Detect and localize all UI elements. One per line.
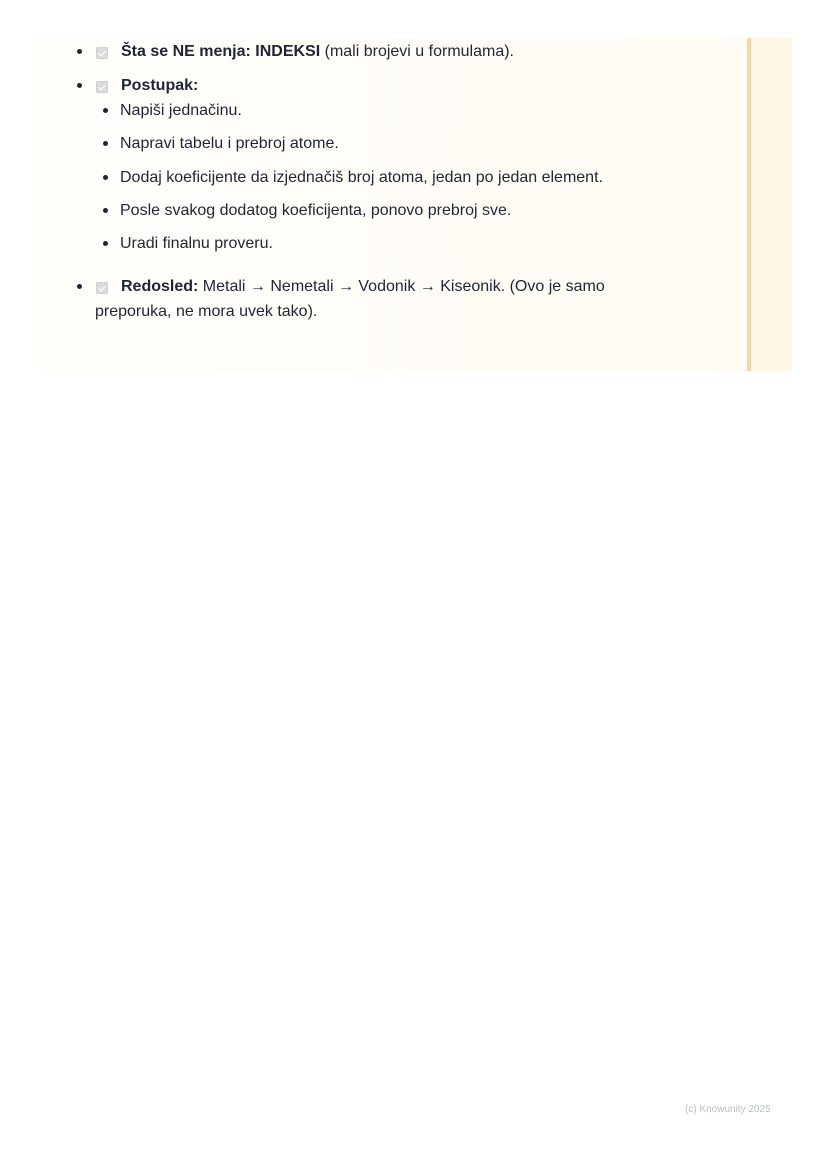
- item-text: Metali → Nemetali → Vodonik → Kiseonik. (Ovo je samo: [198, 278, 605, 295]
- item-label: Šta se NE menja: INDEKSI: [121, 43, 321, 60]
- item-label: Postupak:: [121, 77, 199, 94]
- step-item: Posle svakog dodatog koeficijenta, ponovo prebroj sve.: [120, 202, 512, 219]
- card-side-panel: [751, 38, 792, 371]
- item-label: Redosled:: [121, 278, 199, 295]
- bullet-icon: [77, 83, 82, 88]
- bullet-icon: [103, 141, 108, 146]
- item-text: (mali brojevi u formulama).: [320, 43, 514, 60]
- bullet-icon: [103, 208, 108, 213]
- footer-copyright: (c) Knowunity 2025: [685, 1104, 771, 1115]
- bullet-icon: [77, 49, 82, 54]
- item-text-continued: preporuka, ne mora uvek tako).: [95, 303, 318, 320]
- step-item: Dodaj koeficijente da izjednačiš broj atoma, jedan po jedan element.: [120, 169, 603, 186]
- bullet-icon: [77, 284, 82, 289]
- step-item: Uradi finalnu proveru.: [120, 235, 273, 252]
- step-item: Napravi tabelu i prebroj atome.: [120, 135, 339, 152]
- bullet-icon: [103, 241, 108, 246]
- bullet-icon: [103, 175, 108, 180]
- checkbox-checked-icon: [96, 47, 108, 59]
- checkbox-checked-icon: [96, 282, 108, 294]
- bullet-icon: [103, 108, 108, 113]
- checkbox-checked-icon: [96, 81, 108, 93]
- step-item: Napiši jednačinu.: [120, 102, 242, 119]
